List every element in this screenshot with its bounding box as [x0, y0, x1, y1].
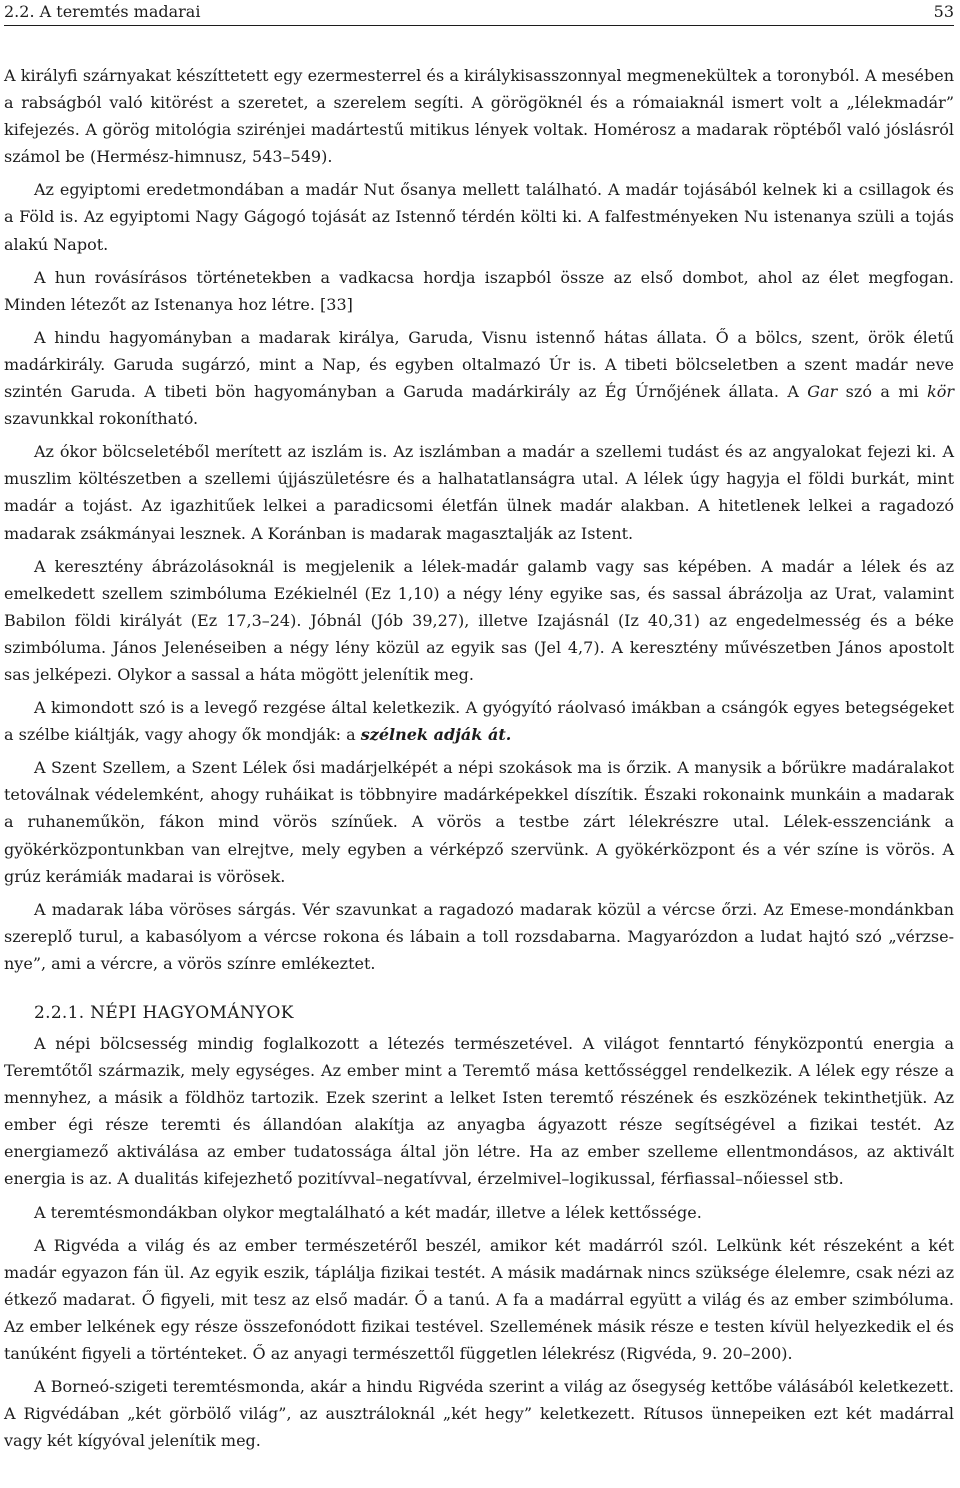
italic-term: kör	[927, 382, 955, 402]
paragraph: Az egyiptomi eredetmondában a madár Nut ősanya mellett található. A madár tojásából kelnek ki a csillagok és a Föld is. Az egyiptomi Nagy Gágogó tojását az Istennő térdén költi ki. A falfestményeken Nu istenanya szüli a tojás alakú Napot.	[4, 180, 954, 254]
text-run: A hindu hagyományban a madarak királya, Garuda, Visnu istennő hátas állata. Ő a bölcs, szent, örök életű madárkirály. Garuda sugárzó, mint a Nap, és egyben oltalmazó Úr is. A tibeti bölcseletben a szent madár neve szintén Garuda. A tibeti bön hagyományban a Garuda madárkirály az Ég Úrnőjének állata. A	[4, 327, 954, 402]
paragraph: A Borneó-szigeti teremtésmonda, akár a hindu Rigvéda szerint a világ az ősegység kettőbe válásából keletkezett. A Rigvédában „két görbölő világ”, az ausztráloknál „két hegy” keletkezett. Rítusos ünnepeiken ezt két madárral vagy két kígyóval jelenítik meg.	[4, 1377, 954, 1451]
running-header	[4, 0, 954, 26]
paragraph: A teremtésmondákban olykor megtalálható a két madár, illetve a lélek kettőssége.	[34, 1202, 702, 1222]
paragraph: A hun rovásírásos történetekben a vadkacsa hordja iszapból össze az első dombot, ahol az élet megfogan. Minden létezőt az Istenanya hoz létre. [33]	[4, 267, 954, 314]
paragraph: A keresztény ábrázolásoknál is megjelenik a lélek-madár galamb vagy sas képében. A madár a lélek és az emelkedett szellem szimbóluma Ezékielnél (Ez 1,10) a négy lény egyike sas, és sassal ábrázolja az Urat, valamint Babilon földi királyát (Ez 17,3–24). Jóbnál (Jób 39,27), illetve Izajásnál (Iz 40,31) az engedelmesség és a béke szimbóluma. János Jelenéseiben a négy lény közül az egyik sas (Jel 4,7). A keresztény művészetben János apostolt sas jelképezi. Olykor a sassal a háta mögött jelenítik meg.	[4, 556, 954, 684]
paragraph: A madarak lába vöröses sárgás. Vér szavunkat a ragadozó madarak közül a vércse őrzi. Az Emese-mondánkban szereplő turul, a kabasólyom a vércse rokona és lábain a toll rozsdabarna. Magyarózdon a ludat hajtó szó „vérzse-nye”, ami a vércre, a vörös színre emlékeztet.	[4, 899, 954, 973]
page-number: 53	[933, 2, 954, 21]
text-run: A kimondott szó is a levegő rezgése által keletkezik. A gyógyító ráolvasó imákban a csángók egyes betegségeket a szélbe kiáltják, vagy ahogy ők mondják: a	[4, 698, 954, 745]
body-text	[4, 62, 954, 1454]
paragraph: A népi bölcsesség mindig foglalkozott a létezés természetével. A világot fenntartó fényközpontú energia a Teremtőtől származik, mely egységes. Az ember mint a Teremtő mása kettősséggel rendelkezik. A lélek egy része a mennyhez, a másik a földhöz tartozik. Ezek szerint a lelket Isten teremtő részének és eszközének tekinthetjük. Az ember égi része teremti és állandóan alakítja az anyagba ágyazott része segítségével a fizikai testét. Az energiamező aktiválása az ember tudatossága által jön létre. Ha az ember szelleme ellentmondásos, az aktivált energia is az. A dualitás kifejezhető pozitívval–negatívval, érzelmivel–logikussal, férfiassal–nőiessel stb.	[4, 1034, 954, 1189]
text-run: szavunkkal rokonítható.	[4, 409, 199, 429]
text-run: szó a mi	[837, 382, 928, 402]
section-heading: 2.2.1. NÉPI HAGYOMÁNYOK	[34, 1003, 294, 1023]
paragraph: Az ókor bölcseletéből merített az iszlám is. Az iszlámban a madár a szellemi tudást és az angyalokat fejezi ki. A muszlim költészetben a szellemi újjászületésre és a halhatatlanságra utal. A lélek úgy hagyja el földi burkát, mint madár a tojást. Az igazhitűek lelkei a paradicsomi életfán ülnek madár alakban. A hitetlenek lelkei a ragadozó madarak zsákmányai lesznek. A Koránban is madarak magasztalják az Istent.	[4, 442, 954, 543]
paragraph	[4, 694, 954, 748]
italic-term: Gar	[807, 382, 838, 402]
paragraph: A királyfi szárnyakat készíttetett egy ezermesterrel és a királykisasszonnyal megmenekültek a toronyból. A mesében a rabságból való kitörést a szeretet, a szerelem segíti. A görögöknél és a rómaiaknál ismert volt a „lélekmadár” kifejezés. A görög mitológia szirénjei madártestű mitikus lények voltak. Homérosz a madarak röptéből való jóslásról számol be (Hermész-himnusz, 543–549).	[4, 66, 954, 167]
paragraph	[4, 324, 954, 432]
paragraph: A Rigvéda a világ és az ember természetéről beszél, amikor két madárról szól. Lelkünk két részeként a két madár egyazon fán ül. Az egyik eszik, táplálja fizikai testét. A másik madárnak nincs szüksége élelemre, csak nézi az étkező madarat. Ő figyeli, mit tesz az első madár. Ő a tanú. A fa a madárral együtt a világ és az ember szimbóluma. Az ember lelkének egy része összefonódott fizikai testével. Szellemének másik része e testen kívül helyezkedik el és tanúként figyeli a történteket. Ő az anyagi természettől független lélekrész (Rigvéda, 9. 20–200).	[4, 1235, 954, 1364]
section-title: 2.2. A teremtés madarai	[4, 2, 201, 21]
bold-italic-quote: szélnek adják át.	[360, 725, 512, 745]
paragraph: A Szent Szellem, a Szent Lélek ősi madárjelképét a népi szokások ma is őrzik. A manysik a bőrükre madáralakot tetoválnak védelemként, ahogy ruháikat is többnyire madárképekkel díszítik. Északi rokonaink munkáin a madarak a ruhaneműkön, fákon mind vörös színűek. A vörös a testbe zárt lélekrészre utal. Lélek-esszenciánk a gyökérközpontunkban van elrejtve, mely egyben a vérképző szervünk. A gyökérközpont és a vér színe is vörös. A grúz kerámiák madarai is vörösek.	[4, 758, 954, 886]
